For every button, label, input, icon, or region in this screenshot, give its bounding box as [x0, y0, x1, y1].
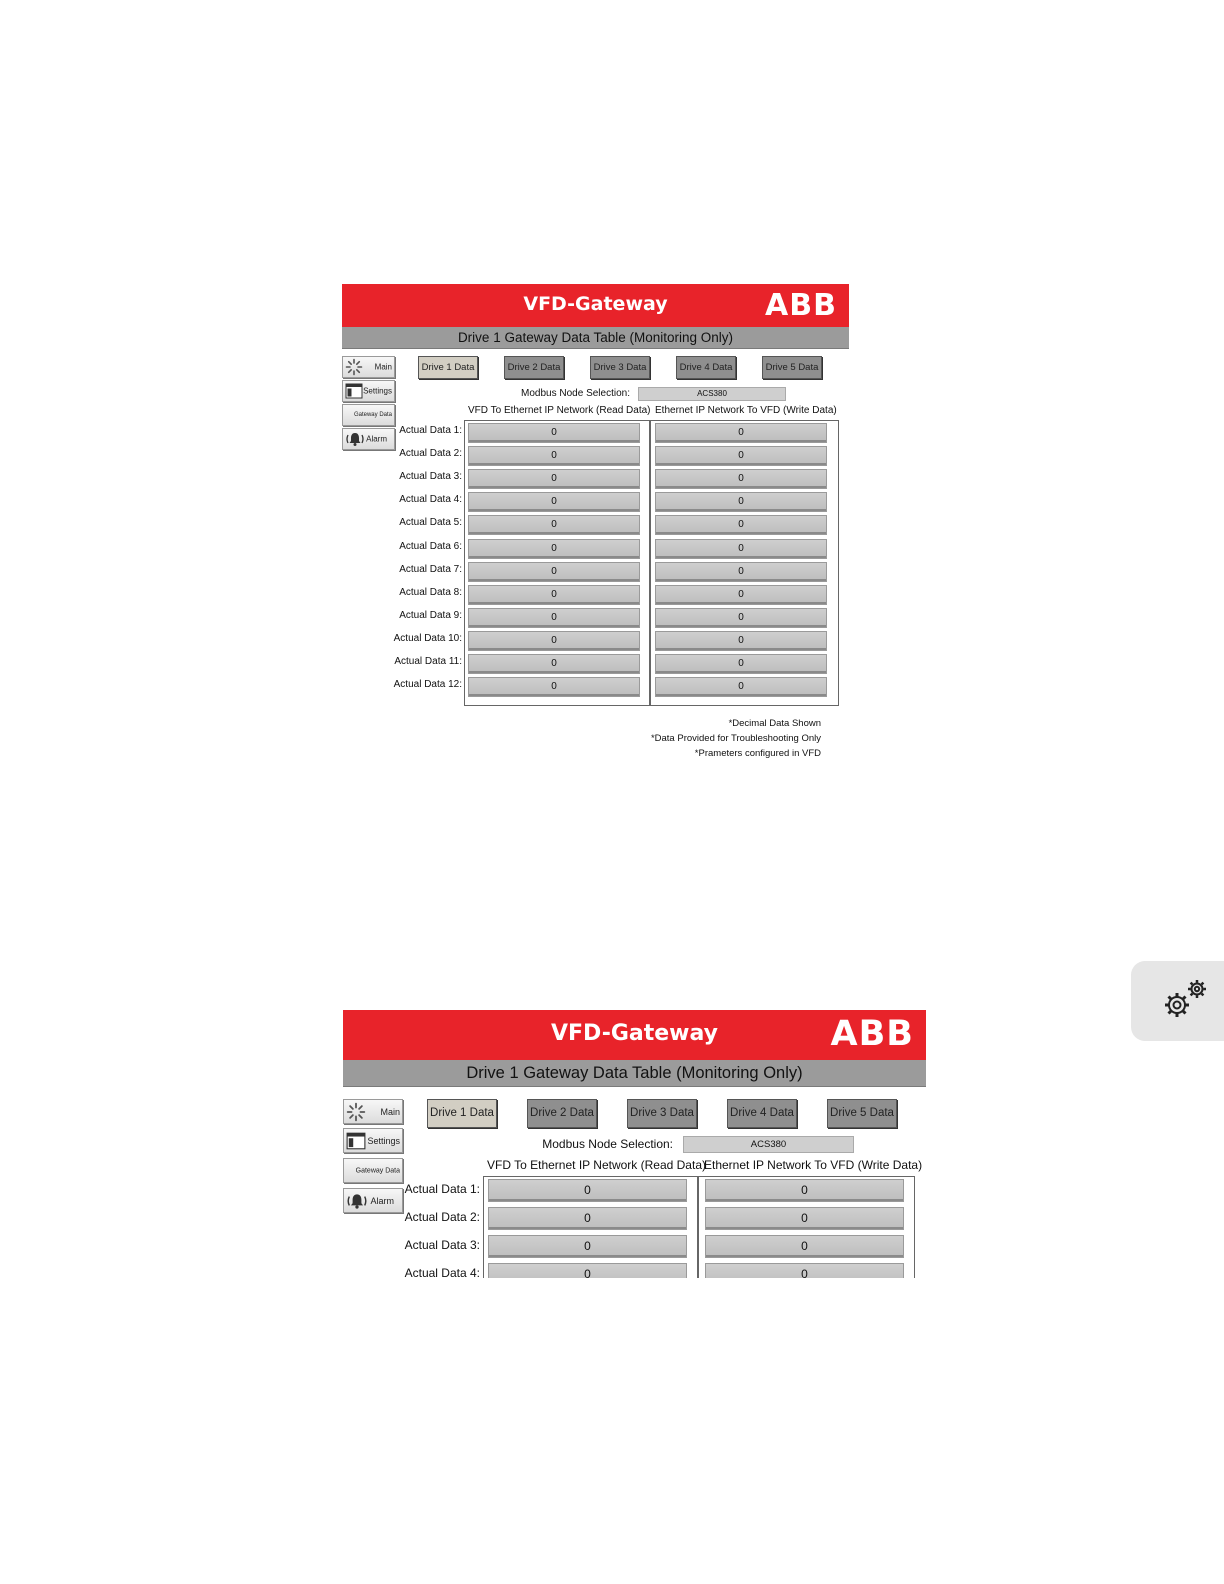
- nav-main-label: Main: [374, 362, 392, 372]
- tab-drive-2[interactable]: Drive 2 Data: [504, 356, 564, 379]
- row-label: Actual Data 1:: [404, 1182, 480, 1196]
- read-value-cell: 0: [488, 1179, 687, 1202]
- read-value-cell: 0: [468, 469, 640, 489]
- abb-logo: ABB: [765, 288, 837, 323]
- tab-drive-4[interactable]: Drive 4 Data: [676, 356, 736, 379]
- write-value-cell: 0: [655, 469, 827, 489]
- node-selection-label: Modbus Node Selection:: [521, 388, 630, 399]
- row-label: Actual Data 2:: [399, 448, 462, 460]
- nav-settings-label-zoomed: Settings: [367, 1135, 400, 1146]
- nav-main-button[interactable]: [342, 356, 395, 378]
- table-divider-zoomed: [697, 1176, 699, 1278]
- write-value-cell: 0: [705, 1207, 904, 1230]
- note-parameters: *Prameters configured in VFD: [694, 748, 821, 759]
- window-icon: [346, 1132, 366, 1150]
- read-column-header: VFD To Ethernet IP Network (Read Data): [468, 405, 651, 416]
- nav-gateway-data-label-zoomed: Gateway Data: [355, 1167, 400, 1174]
- tab-drive-5-zoomed[interactable]: Drive 5 Data: [827, 1099, 897, 1128]
- header-bar-zoomed: [343, 1010, 926, 1060]
- read-value-cell: 0: [468, 515, 640, 535]
- tab-drive-3-zoomed[interactable]: Drive 3 Data: [627, 1099, 697, 1128]
- read-value-cell: 0: [468, 492, 640, 512]
- row-label: Actual Data 4:: [399, 494, 462, 506]
- row-label: Actual Data 3:: [399, 471, 462, 483]
- app-title: VFD-Gateway: [523, 293, 668, 315]
- nav-settings-label: Settings: [363, 386, 392, 396]
- write-value-cell: 0: [655, 677, 827, 697]
- tab-drive-2-zoomed[interactable]: Drive 2 Data: [527, 1099, 597, 1128]
- read-value-cell: 0: [468, 423, 640, 443]
- read-value-cell: 0: [468, 539, 640, 559]
- nav-main-label-zoomed: Main: [380, 1106, 400, 1117]
- write-value-cell: 0: [705, 1263, 904, 1278]
- note-decimal: *Decimal Data Shown: [728, 718, 821, 729]
- read-value-cell: 0: [468, 677, 640, 697]
- nav-settings-button-zoomed[interactable]: [343, 1128, 403, 1153]
- page-subtitle: Drive 1 Gateway Data Table (Monitoring Only): [342, 327, 849, 349]
- row-label: Actual Data 5:: [399, 517, 462, 529]
- nav-alarm-label-zoomed: Alarm: [370, 1195, 394, 1206]
- row-label: Actual Data 3:: [404, 1238, 480, 1252]
- write-value-cell: 0: [655, 492, 827, 512]
- hmi-screen-zoomed: [343, 1010, 926, 1278]
- spinner-icon: [346, 1102, 366, 1122]
- nav-gateway-data-label: Gateway Data: [353, 412, 392, 418]
- nav-main-button-zoomed[interactable]: [343, 1099, 403, 1124]
- write-value-cell: 0: [655, 562, 827, 582]
- tab-drive-4-zoomed[interactable]: Drive 4 Data: [727, 1099, 797, 1128]
- write-value-cell: 0: [705, 1179, 904, 1202]
- row-label: Actual Data 4:: [404, 1266, 480, 1278]
- read-value-cell: 0: [488, 1235, 687, 1258]
- read-value-cell: 0: [468, 654, 640, 674]
- tab-drive-5[interactable]: Drive 5 Data: [762, 356, 822, 379]
- row-label: Actual Data 2:: [404, 1210, 480, 1224]
- write-value-cell: 0: [655, 515, 827, 535]
- row-label: Actual Data 11:: [394, 656, 462, 667]
- read-value-cell: 0: [468, 585, 640, 605]
- gears-icon: [1161, 977, 1213, 1023]
- nav-gateway-data-button-zoomed[interactable]: [343, 1158, 403, 1183]
- header-bar: [342, 284, 849, 327]
- spinner-icon: [345, 358, 363, 376]
- write-value-cell: 0: [655, 608, 827, 628]
- row-label: Actual Data 12:: [393, 679, 462, 691]
- read-column-header-zoomed: VFD To Ethernet IP Network (Read Data): [487, 1158, 706, 1172]
- read-value-cell: 0: [468, 562, 640, 582]
- read-value-cell: 0: [468, 631, 640, 651]
- nav-settings-button[interactable]: [342, 380, 395, 402]
- read-value-cell: 0: [488, 1207, 687, 1230]
- row-label: Actual Data 1:: [399, 425, 462, 436]
- write-value-cell: 0: [655, 423, 827, 443]
- tab-drive-1-zoomed[interactable]: Drive 1 Data: [427, 1099, 497, 1128]
- settings-side-widget[interactable]: [1131, 961, 1224, 1041]
- node-selection-value-zoomed[interactable]: ACS380: [683, 1136, 854, 1153]
- table-divider: [649, 420, 651, 706]
- read-value-cell: 0: [468, 446, 640, 466]
- row-label: Actual Data 10:: [393, 632, 462, 644]
- write-value-cell: 0: [655, 631, 827, 651]
- write-value-cell: 0: [655, 585, 827, 605]
- row-label: Actual Data 9:: [399, 609, 462, 621]
- node-selection-value[interactable]: ACS380: [638, 387, 786, 401]
- write-value-cell: 0: [705, 1235, 904, 1258]
- read-value-cell: 0: [488, 1263, 687, 1278]
- page-subtitle-zoomed: Drive 1 Gateway Data Table (Monitoring Only): [343, 1060, 926, 1087]
- nav-gateway-data-button[interactable]: [342, 404, 395, 426]
- tab-drive-1[interactable]: Drive 1 Data: [418, 356, 478, 379]
- row-label: Actual Data 7:: [399, 563, 462, 575]
- note-troubleshooting: *Data Provided for Troubleshooting Only: [650, 733, 821, 744]
- write-value-cell: 0: [655, 654, 827, 674]
- write-value-cell: 0: [655, 539, 827, 559]
- node-selection-label-zoomed: Modbus Node Selection:: [542, 1137, 673, 1151]
- row-label: Actual Data 8:: [399, 586, 462, 598]
- nav-alarm-label: Alarm: [366, 434, 387, 444]
- app-title-zoomed: VFD-Gateway: [550, 1021, 719, 1046]
- row-label: Actual Data 6:: [399, 540, 462, 552]
- abb-logo-zoomed: ABB: [830, 1014, 914, 1054]
- window-icon: [345, 383, 363, 399]
- write-column-header-zoomed: Ethernet IP Network To VFD (Write Data): [704, 1158, 923, 1172]
- write-column-header: Ethernet IP Network To VFD (Write Data): [655, 405, 837, 416]
- write-value-cell: 0: [655, 446, 827, 466]
- read-value-cell: 0: [468, 608, 640, 628]
- tab-drive-3[interactable]: Drive 3 Data: [590, 356, 650, 379]
- hmi-screen-full: [342, 284, 849, 759]
